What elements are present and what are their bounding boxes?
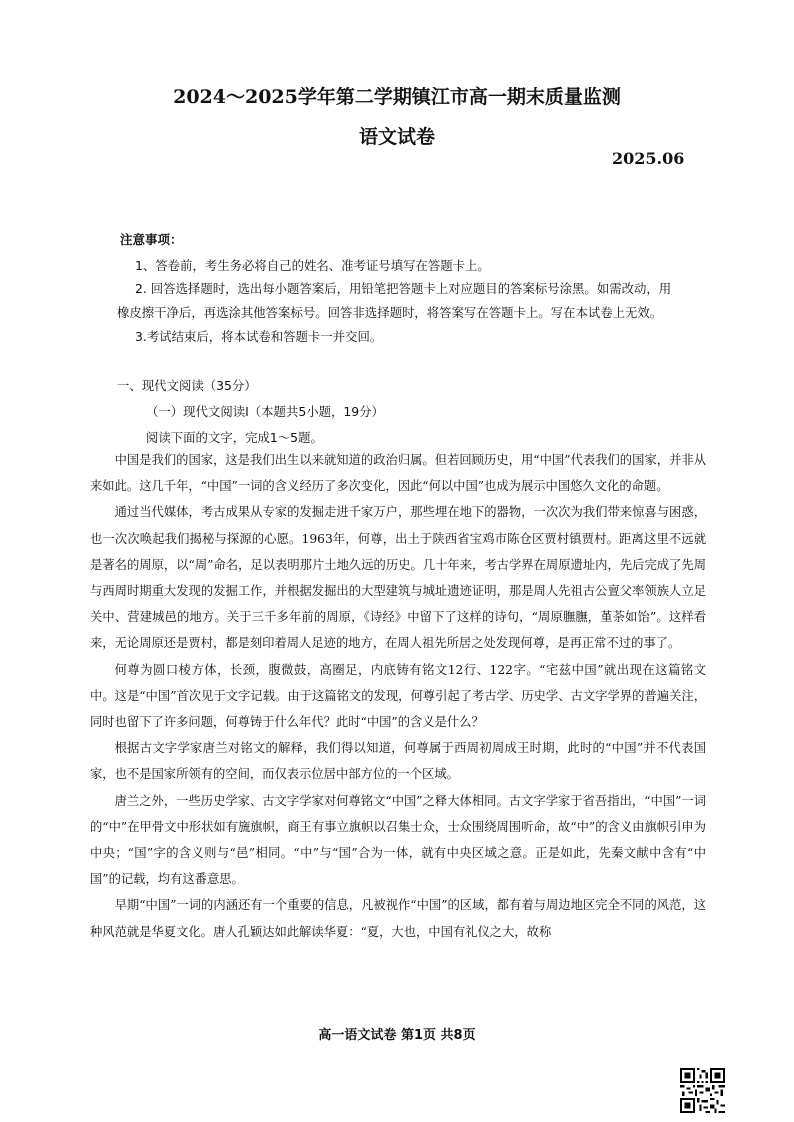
section-subheading: （一）现代文阅读Ⅰ（本题共5小题，19分） — [146, 404, 384, 419]
notice-heading: 注意事项： — [120, 232, 183, 247]
article-paragraph-5: 唐兰之外，一些历史学家、古文字学家对何尊铭文“中国”之释大体相同。古文字学家于省吾指出，“中国”一词的“中”在甲骨文中形状如有旒旗帜，商王有事立旗帜以召集士众，士众围绕周围听命，故“中”的含义由旗帜引申为中央；“国”字的含义则与“邑”相同。“中”与“国”合为一体，就有中央区域之意。正是如此，先秦文献中含有“中国”的记载，均有这番意思。 — [90, 793, 706, 887]
article-paragraph-6: 早期“中国”一词的内涵还有一个重要的信息，凡被视作“中国”的区域，都有着与周边地区完全不同的风范，这种风范就是华夏文化。唐人孔颖达如此解读华夏：“夏，大也，中国有礼仪之大，故称 — [90, 898, 706, 939]
article-paragraph-2: 通过当代媒体，考古成果从专家的发掘走进千家万户，那些埋在地下的器物，一次次为我们带来惊喜与困惑，也一次次唤起我们揭秘与探源的心愿。1963年，何尊，出土于陕西省宝鸡市陈仓区贾村镇贾村。距离这里不远就是著名的周原，以“周”命名，足以表明那片土地久远的历史。几十年来，考古学界在周原遗址内，先后完成了先周与西周时期重大发现的发掘工作，并根据发掘出的大型建筑与城址遗迹证明，那是周人先祖古公亶父率领族人立足关中、营建城邑的地方。关于三千多年前的周原，《诗经》中留下了这样的诗句，“周原膴膴，堇荼如饴”。这样看来，无论周原还是贾村，都是刻印着周人足迹的地方，在周人祖先所居之处发现何尊，是再正常不过的事了。 — [90, 505, 706, 651]
reading-instruction: 阅读下面的文字，完成1～5题。 — [146, 430, 323, 445]
article-paragraph-3: 何尊为圆口棱方体，长颈，腹微鼓，高圈足，内底铸有铭文12行、122字。“宅兹中国”就出现在这篇铭文中。这是“中国”首次见于文字记载。由于这篇铭文的发现，何尊引起了考古学、历史学、古文字学界的普遍关注，同时也留下了许多问题，何尊铸于什么年代？此时“中国”的含义是什么？ — [90, 662, 706, 730]
notice-item-2-cont: 橡皮擦干净后，再选涂其他答案标号。回答非选择题时，将答案写在答题卡上。写在本试卷上无效。 — [117, 305, 663, 320]
notice-item-2: 2. 回答选择题时，选出每小题答案后，用铅笔把答题卡上对应题目的答案标号涂黑。如需改动，用 — [135, 281, 672, 296]
exam-date: 2025.06 — [612, 149, 685, 168]
notice-item-1: 1、答卷前，考生务必将自己的姓名、准考证号填写在答题卡上。 — [135, 258, 490, 273]
notice-item-3: 3.考试结束后，将本试卷和答题卡一并交回。 — [135, 329, 383, 344]
article-paragraph-1: 中国是我们的国家，这是我们出生以来就知道的政治归属。但若回顾历史，用“中国”代表我们的国家，并非从来如此。这几千年，“中国”一词的含义经历了多次变化，因此“何以中国”也成为展示中国悠久文化的命题。 — [90, 453, 706, 494]
qr-code-icon — [680, 1068, 725, 1113]
exam-title: 2024～2025学年第二学期镇江市高一期末质量监测 — [173, 86, 621, 108]
article-body — [90, 447, 706, 945]
article-paragraph-4: 根据古文字学家唐兰对铭文的解释，我们得以知道，何尊属于西周初周成王时期，此时的“中国”并不代表国家，也不是国家所领有的空间，而仅表示位居中部方位的一个区域。 — [90, 741, 706, 782]
exam-subtitle: 语文试卷 — [358, 126, 435, 148]
section-heading: 一、现代文阅读（35分） — [117, 378, 257, 393]
page-footer: 高一语文试卷 第1页 共8页 — [318, 1028, 476, 1043]
